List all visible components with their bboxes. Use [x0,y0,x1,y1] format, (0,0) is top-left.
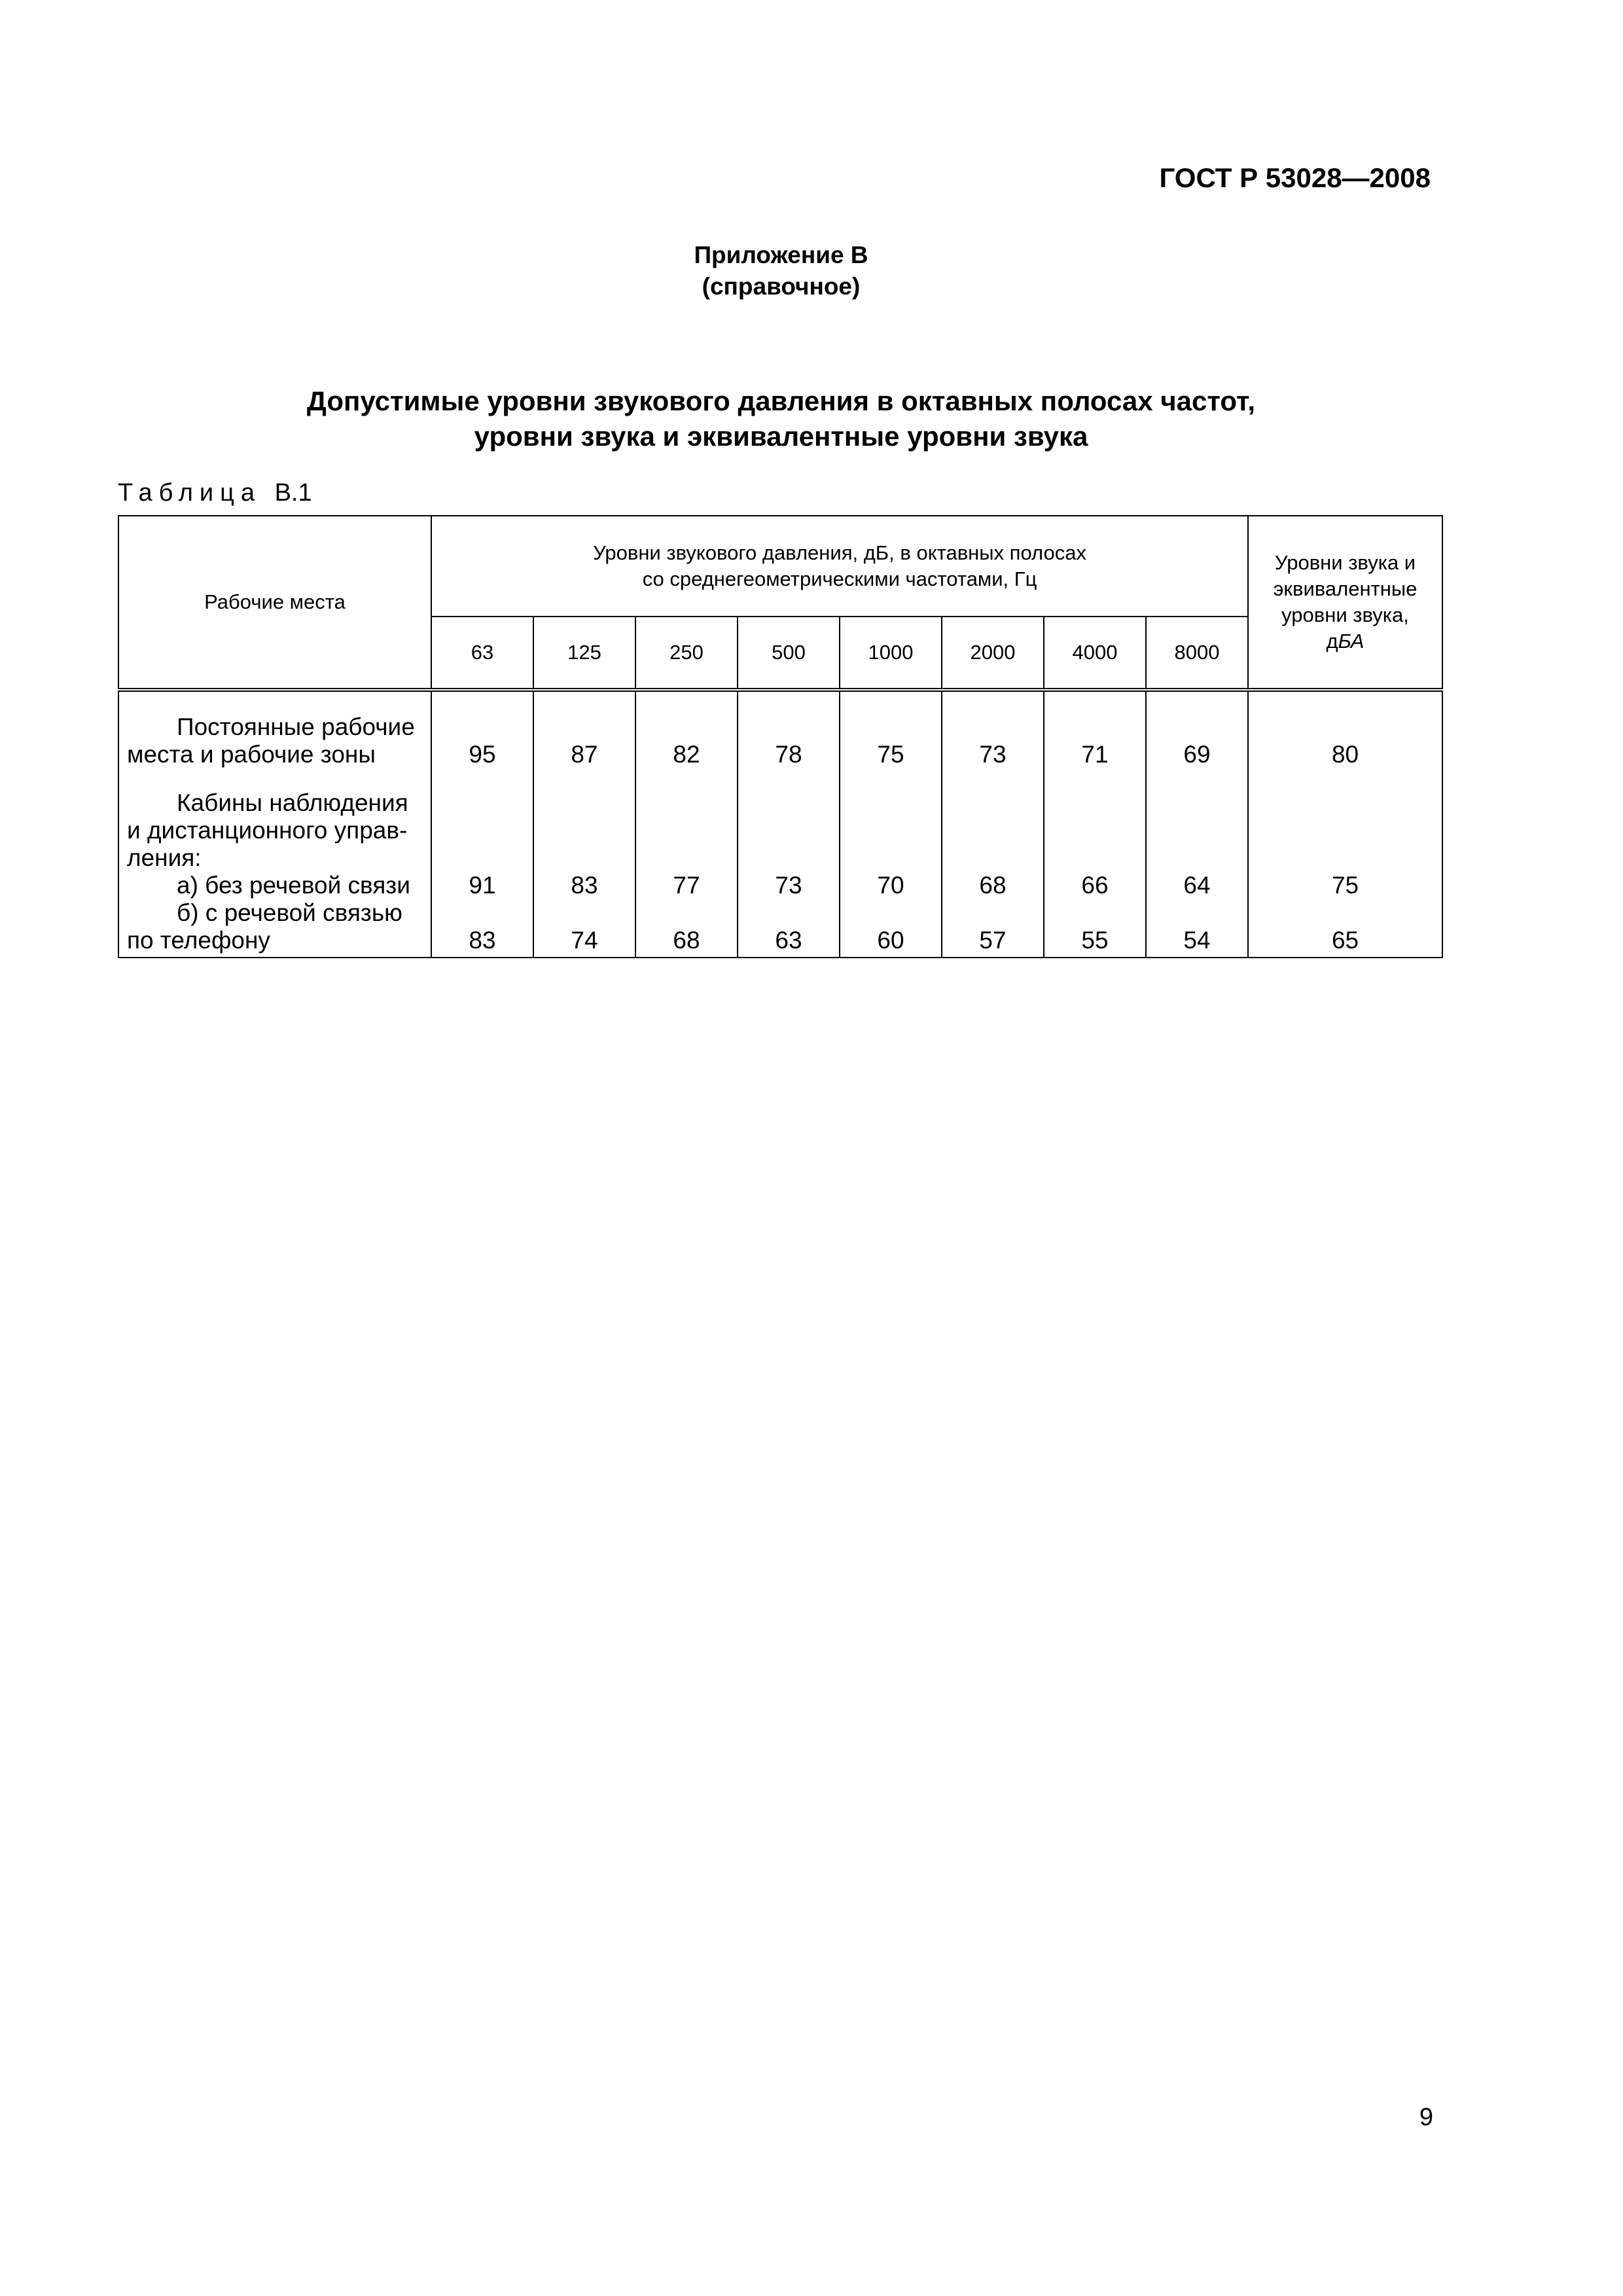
table-row [118,899,1442,958]
table-cell: 54 [1146,899,1248,958]
table-caption-word: Таблица [118,479,261,507]
appendix-title: Приложение В [694,242,868,268]
table-cell [1044,768,1146,872]
table-cell: 77 [635,872,738,899]
header-total-levels [1248,516,1442,690]
table-cell-total: 65 [1248,899,1442,958]
appendix-type: (справочное) [702,273,861,300]
header-frequency: 125 [533,617,635,690]
table-cell-total: 80 [1248,690,1442,768]
section-title-line-1: Допустимые уровни звукового давления в октавных полосах частот, [306,386,1256,416]
header-workplaces: Рабочие места [118,516,431,690]
table-cell: 66 [1044,872,1146,899]
header-frequency: 2000 [942,617,1044,690]
page-number: 9 [1419,2104,1433,2131]
header-total-unit [1249,628,1442,655]
row-label-line: места и рабочие зоны [127,741,376,768]
header-frequency: 4000 [1044,617,1146,690]
table-row [118,768,1442,872]
row-label-line: и дистанционного управ- [127,817,408,844]
table-cell: 71 [1044,690,1146,768]
header-total-line-3: уровни звука, [1281,603,1409,626]
row-label-line: Постоянные рабочие [177,713,415,740]
section-title-line-2: уровни звука и эквивалентные уровни звука [474,421,1088,452]
table-cell: 95 [431,690,533,768]
table-cell: 73 [942,690,1044,768]
table-cell: 64 [1146,872,1248,899]
table-cell [738,768,840,872]
table-cell: 60 [840,899,942,958]
table-caption-number: В.1 [274,479,312,507]
header-frequency: 250 [635,617,738,690]
document-code: ГОСТ Р 53028—2008 [1159,162,1431,193]
table-cell: 68 [942,872,1044,899]
table-cell-total: 75 [1248,872,1442,899]
table-cell [1146,768,1248,872]
row-label-line: Кабины наблюдения [177,789,408,816]
row-label [118,768,431,872]
table-cell: 82 [635,690,738,768]
table-cell: 78 [738,690,840,768]
row-label [118,899,431,958]
row-label-line: а) без речевой связи [177,872,410,899]
table-row [118,690,1442,768]
header-octave-group [431,516,1248,617]
header-frequency: 8000 [1146,617,1248,690]
table-cell [533,768,635,872]
row-label [118,690,431,768]
table-caption [118,479,312,507]
appendix-heading [0,240,1562,302]
table-cell: 74 [533,899,635,958]
header-total-line-2: эквивалентные [1273,577,1418,600]
row-label-line: б) с речевой связью [177,899,402,926]
table-cell: 69 [1146,690,1248,768]
table-cell [942,768,1044,872]
row-label-line: по телефону [127,927,270,954]
table-cell [431,768,533,872]
noise-levels-table [118,515,1443,958]
section-title [0,384,1562,454]
table-cell: 55 [1044,899,1146,958]
table-cell: 68 [635,899,738,958]
table-cell: 87 [533,690,635,768]
table-cell [840,768,942,872]
header-total-unit-prefix: д [1326,630,1338,653]
table-cell: 63 [738,899,840,958]
table-cell: 83 [533,872,635,899]
header-octave-group-line-1: Уровни звукового давления, дБ, в октавных полосах [593,541,1086,564]
table-cell: 75 [840,690,942,768]
table-cell-total [1248,768,1442,872]
table-cell [635,768,738,872]
table-cell: 70 [840,872,942,899]
header-frequency: 1000 [840,617,942,690]
header-total-line-1: Уровни звука и [1274,551,1416,574]
header-frequency: 500 [738,617,840,690]
table-cell: 91 [431,872,533,899]
table-row [118,872,1442,899]
table-cell: 73 [738,872,840,899]
row-label-line: ления: [127,844,202,871]
header-frequency: 63 [431,617,533,690]
table-cell: 57 [942,899,1044,958]
row-label [118,872,431,899]
header-octave-group-line-2: со среднегеометрическими частотами, Гц [642,567,1037,590]
table-cell: 83 [431,899,533,958]
header-total-unit-italic: БА [1338,630,1364,653]
